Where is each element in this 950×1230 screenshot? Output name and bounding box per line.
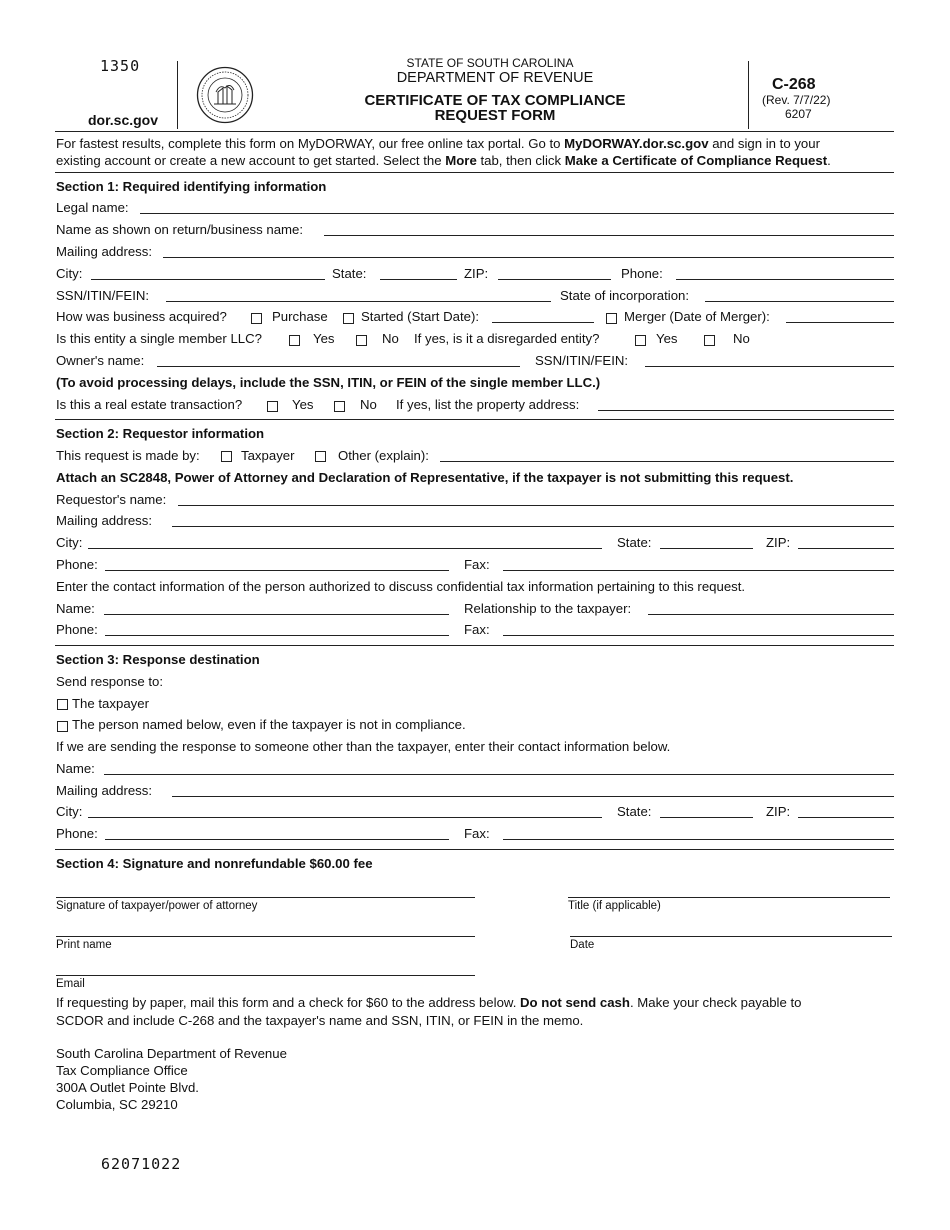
form-number-ocr: 1350 [100, 57, 141, 75]
s2-zip-label: ZIP: [766, 535, 791, 550]
state-incorporation-label: State of incorporation: [560, 288, 690, 303]
real-estate-no-label: No [360, 397, 377, 412]
start-date-field[interactable] [492, 322, 594, 323]
department-name: DEPARTMENT OF REVENUE [396, 70, 594, 86]
mail-text: . Make your check payable to [629, 995, 802, 1010]
made-by-taxpayer-label: Taxpayer [241, 448, 295, 463]
s2-phone-field[interactable] [105, 570, 449, 571]
s3-name-field[interactable] [104, 774, 894, 775]
authorized-phone-label: Phone: [56, 622, 98, 637]
header-divider-right [748, 61, 749, 129]
state-name: STATE OF SOUTH CAROLINA [406, 56, 574, 70]
single-llc-label: Is this entity a single member LLC? [56, 331, 262, 346]
header-divider-left [177, 61, 178, 129]
website: dor.sc.gov [88, 112, 159, 128]
barcode-ocr-number: 62071022 [101, 1155, 182, 1173]
disregarded-yes-checkbox[interactable] [635, 335, 646, 346]
real-estate-yes-checkbox[interactable] [267, 401, 278, 412]
sc-seal-icon [196, 66, 254, 124]
section4-heading: Section 4: Signature and nonrefundable $60.00 fee [56, 856, 373, 871]
response-taxpayer-checkbox[interactable] [57, 699, 68, 710]
purchase-label: Purchase [272, 309, 328, 324]
requestor-name-field[interactable] [178, 505, 894, 506]
s3-fax-label: Fax: [464, 826, 490, 841]
print-name-label: Print name [56, 939, 112, 951]
real-estate-label: Is this a real estate transaction? [56, 397, 243, 412]
s3-mailing-address-field[interactable] [172, 796, 894, 797]
other-explain-field[interactable] [440, 461, 894, 462]
section3-rule [55, 849, 894, 850]
made-by-other-label: Other (explain): [338, 448, 429, 463]
owner-ssn-field[interactable] [645, 366, 894, 367]
real-estate-yes-label: Yes [292, 397, 314, 412]
mail-instructions-line1 [56, 995, 801, 1011]
s2-city-field[interactable] [88, 548, 602, 549]
s1-phone-field[interactable] [676, 279, 894, 280]
s3-zip-field[interactable] [798, 817, 894, 818]
intro-text: existing account or create a new account to get started. Select the [56, 153, 446, 168]
state-incorporation-field[interactable] [705, 301, 894, 302]
intro-rule [55, 172, 894, 173]
real-estate-no-checkbox[interactable] [334, 401, 345, 412]
intro-more-tab: More [445, 153, 477, 168]
s3-name-label: Name: [56, 761, 95, 776]
s2-fax-field[interactable] [503, 570, 894, 571]
s1-ssn-field[interactable] [166, 301, 551, 302]
email-field[interactable] [56, 975, 475, 976]
s3-fax-field[interactable] [503, 839, 894, 840]
section2-rule [55, 645, 894, 646]
s3-state-label: State: [617, 804, 652, 819]
owner-name-field[interactable] [157, 366, 520, 367]
owner-ssn-label: SSN/ITIN/FEIN: [535, 353, 629, 368]
address-line4: Columbia, SC 29210 [56, 1097, 178, 1112]
intro-text: tab, then click [476, 153, 565, 168]
s2-fax-label: Fax: [464, 557, 490, 572]
authorized-name-label: Name: [56, 601, 95, 616]
response-person-label: The person named below, even if the taxpayer is not in compliance. [72, 717, 466, 732]
authorized-phone-field[interactable] [105, 635, 449, 636]
merger-date-field[interactable] [786, 322, 894, 323]
s1-mailing-address-label: Mailing address: [56, 244, 153, 259]
send-response-label: Send response to: [56, 674, 164, 689]
purchase-checkbox[interactable] [251, 313, 262, 324]
property-address-label: If yes, list the property address: [396, 397, 580, 412]
s1-city-field[interactable] [91, 279, 325, 280]
made-by-other-checkbox[interactable] [315, 451, 326, 462]
signature-label: Signature of taxpayer/power of attorney [56, 900, 258, 912]
s1-city-label: City: [56, 266, 83, 281]
do-not-send-cash: Do not send cash [520, 995, 630, 1010]
business-name-field[interactable] [324, 235, 894, 236]
disregarded-yes-label: Yes [656, 331, 678, 346]
authorized-fax-label: Fax: [464, 622, 490, 637]
form-title-line1: CERTIFICATE OF TAX COMPLIANCE [364, 92, 626, 109]
s2-state-field[interactable] [660, 548, 753, 549]
date-label: Date [570, 939, 595, 951]
s1-state-field[interactable] [380, 279, 457, 280]
address-line2: Tax Compliance Office [56, 1063, 188, 1078]
section2-heading: Section 2: Requestor information [56, 426, 265, 441]
s1-zip-field[interactable] [498, 279, 611, 280]
merger-checkbox[interactable] [606, 313, 617, 324]
s3-city-field[interactable] [88, 817, 602, 818]
made-by-taxpayer-checkbox[interactable] [221, 451, 232, 462]
other-recipient-note: If we are sending the response to someone other than the taxpayer, enter their contact information below. [56, 739, 671, 754]
revision-date: (Rev. 7/7/22) [762, 93, 831, 107]
intro-line1 [56, 136, 820, 152]
form-title-line2: REQUEST FORM [434, 107, 556, 124]
mydorway-link[interactable]: MyDORWAY.dor.sc.gov [564, 136, 709, 151]
llc-yes-checkbox[interactable] [289, 335, 300, 346]
form-id: C-268 [772, 76, 816, 93]
mail-text: If requesting by paper, mail this form and a check for $60 to the address below. [56, 995, 521, 1010]
s3-mailing-address-label: Mailing address: [56, 783, 153, 798]
intro-line2 [56, 153, 831, 169]
started-label: Started (Start Date): [361, 309, 479, 324]
legal-name-field[interactable] [140, 213, 894, 214]
s3-state-field[interactable] [660, 817, 753, 818]
s3-phone-field[interactable] [105, 839, 449, 840]
email-label: Email [56, 978, 85, 990]
response-taxpayer-label: The taxpayer [72, 696, 149, 711]
s1-mailing-address-field[interactable] [163, 257, 894, 258]
disregarded-no-label: No [733, 331, 750, 346]
made-by-label: This request is made by: [56, 448, 200, 463]
response-person-checkbox[interactable] [57, 721, 68, 732]
s2-city-label: City: [56, 535, 83, 550]
section1-rule [55, 419, 894, 420]
print-name-field[interactable] [56, 936, 475, 937]
business-name-label: Name as shown on return/business name: [56, 222, 304, 237]
s1-phone-label: Phone: [621, 266, 663, 281]
avoid-delays-note: (To avoid processing delays, include the SSN, ITIN, or FEIN of the single member LLC.) [56, 375, 601, 390]
mail-instructions-line2: SCDOR and include C-268 and the taxpayer's name and SSN, ITIN, or FEIN in the memo. [56, 1013, 584, 1028]
contact-info-note: Enter the contact information of the person authorized to discuss confidential tax information pertaining to this request. [56, 579, 746, 594]
owner-name-label: Owner's name: [56, 353, 145, 368]
s2-mailing-address-field[interactable] [172, 526, 894, 527]
relationship-field[interactable] [648, 614, 894, 615]
s1-state-label: State: [332, 266, 367, 281]
s1-zip-label: ZIP: [464, 266, 489, 281]
authorized-fax-field[interactable] [503, 635, 894, 636]
relationship-label: Relationship to the taxpayer: [464, 601, 632, 616]
disregarded-no-checkbox[interactable] [704, 335, 715, 346]
address-line3: 300A Outlet Pointe Blvd. [56, 1080, 199, 1095]
legal-name-label: Legal name: [56, 200, 129, 215]
authorized-name-field[interactable] [104, 614, 449, 615]
llc-yes-label: Yes [313, 331, 335, 346]
s3-city-label: City: [56, 804, 83, 819]
s2-state-label: State: [617, 535, 652, 550]
s3-phone-label: Phone: [56, 826, 98, 841]
title-label: Title (if applicable) [568, 900, 661, 912]
intro-text: and sign in to your [708, 136, 820, 151]
started-checkbox[interactable] [343, 313, 354, 324]
merger-label: Merger (Date of Merger): [624, 309, 770, 324]
s2-phone-label: Phone: [56, 557, 98, 572]
section1-heading: Section 1: Required identifying information [56, 179, 327, 194]
header-rule [55, 131, 894, 132]
llc-no-checkbox[interactable] [356, 335, 367, 346]
attach-sc2848-note: Attach an SC2848, Power of Attorney and Declaration of Representative, if the taxpayer is not submitting this request. [56, 470, 794, 485]
requestor-name-label: Requestor's name: [56, 492, 167, 507]
date-field[interactable] [570, 936, 892, 937]
llc-no-label: No [382, 331, 399, 346]
form-code: 6207 [785, 107, 812, 121]
section3-heading: Section 3: Response destination [56, 652, 260, 667]
intro-text: . [827, 153, 831, 168]
intro-text: For fastest results, complete this form on MyDORWAY, our free online tax portal. Go to [56, 136, 565, 151]
how-acquired-label: How was business acquired? [56, 309, 227, 324]
s3-zip-label: ZIP: [766, 804, 791, 819]
address-line1: South Carolina Department of Revenue [56, 1046, 287, 1061]
s1-ssn-label: SSN/ITIN/FEIN: [56, 288, 150, 303]
intro-request-action: Make a Certificate of Compliance Request [564, 153, 828, 168]
property-address-field[interactable] [598, 410, 894, 411]
s2-zip-field[interactable] [798, 548, 894, 549]
s2-mailing-address-label: Mailing address: [56, 513, 153, 528]
disregarded-label: If yes, is it a disregarded entity? [414, 331, 600, 346]
